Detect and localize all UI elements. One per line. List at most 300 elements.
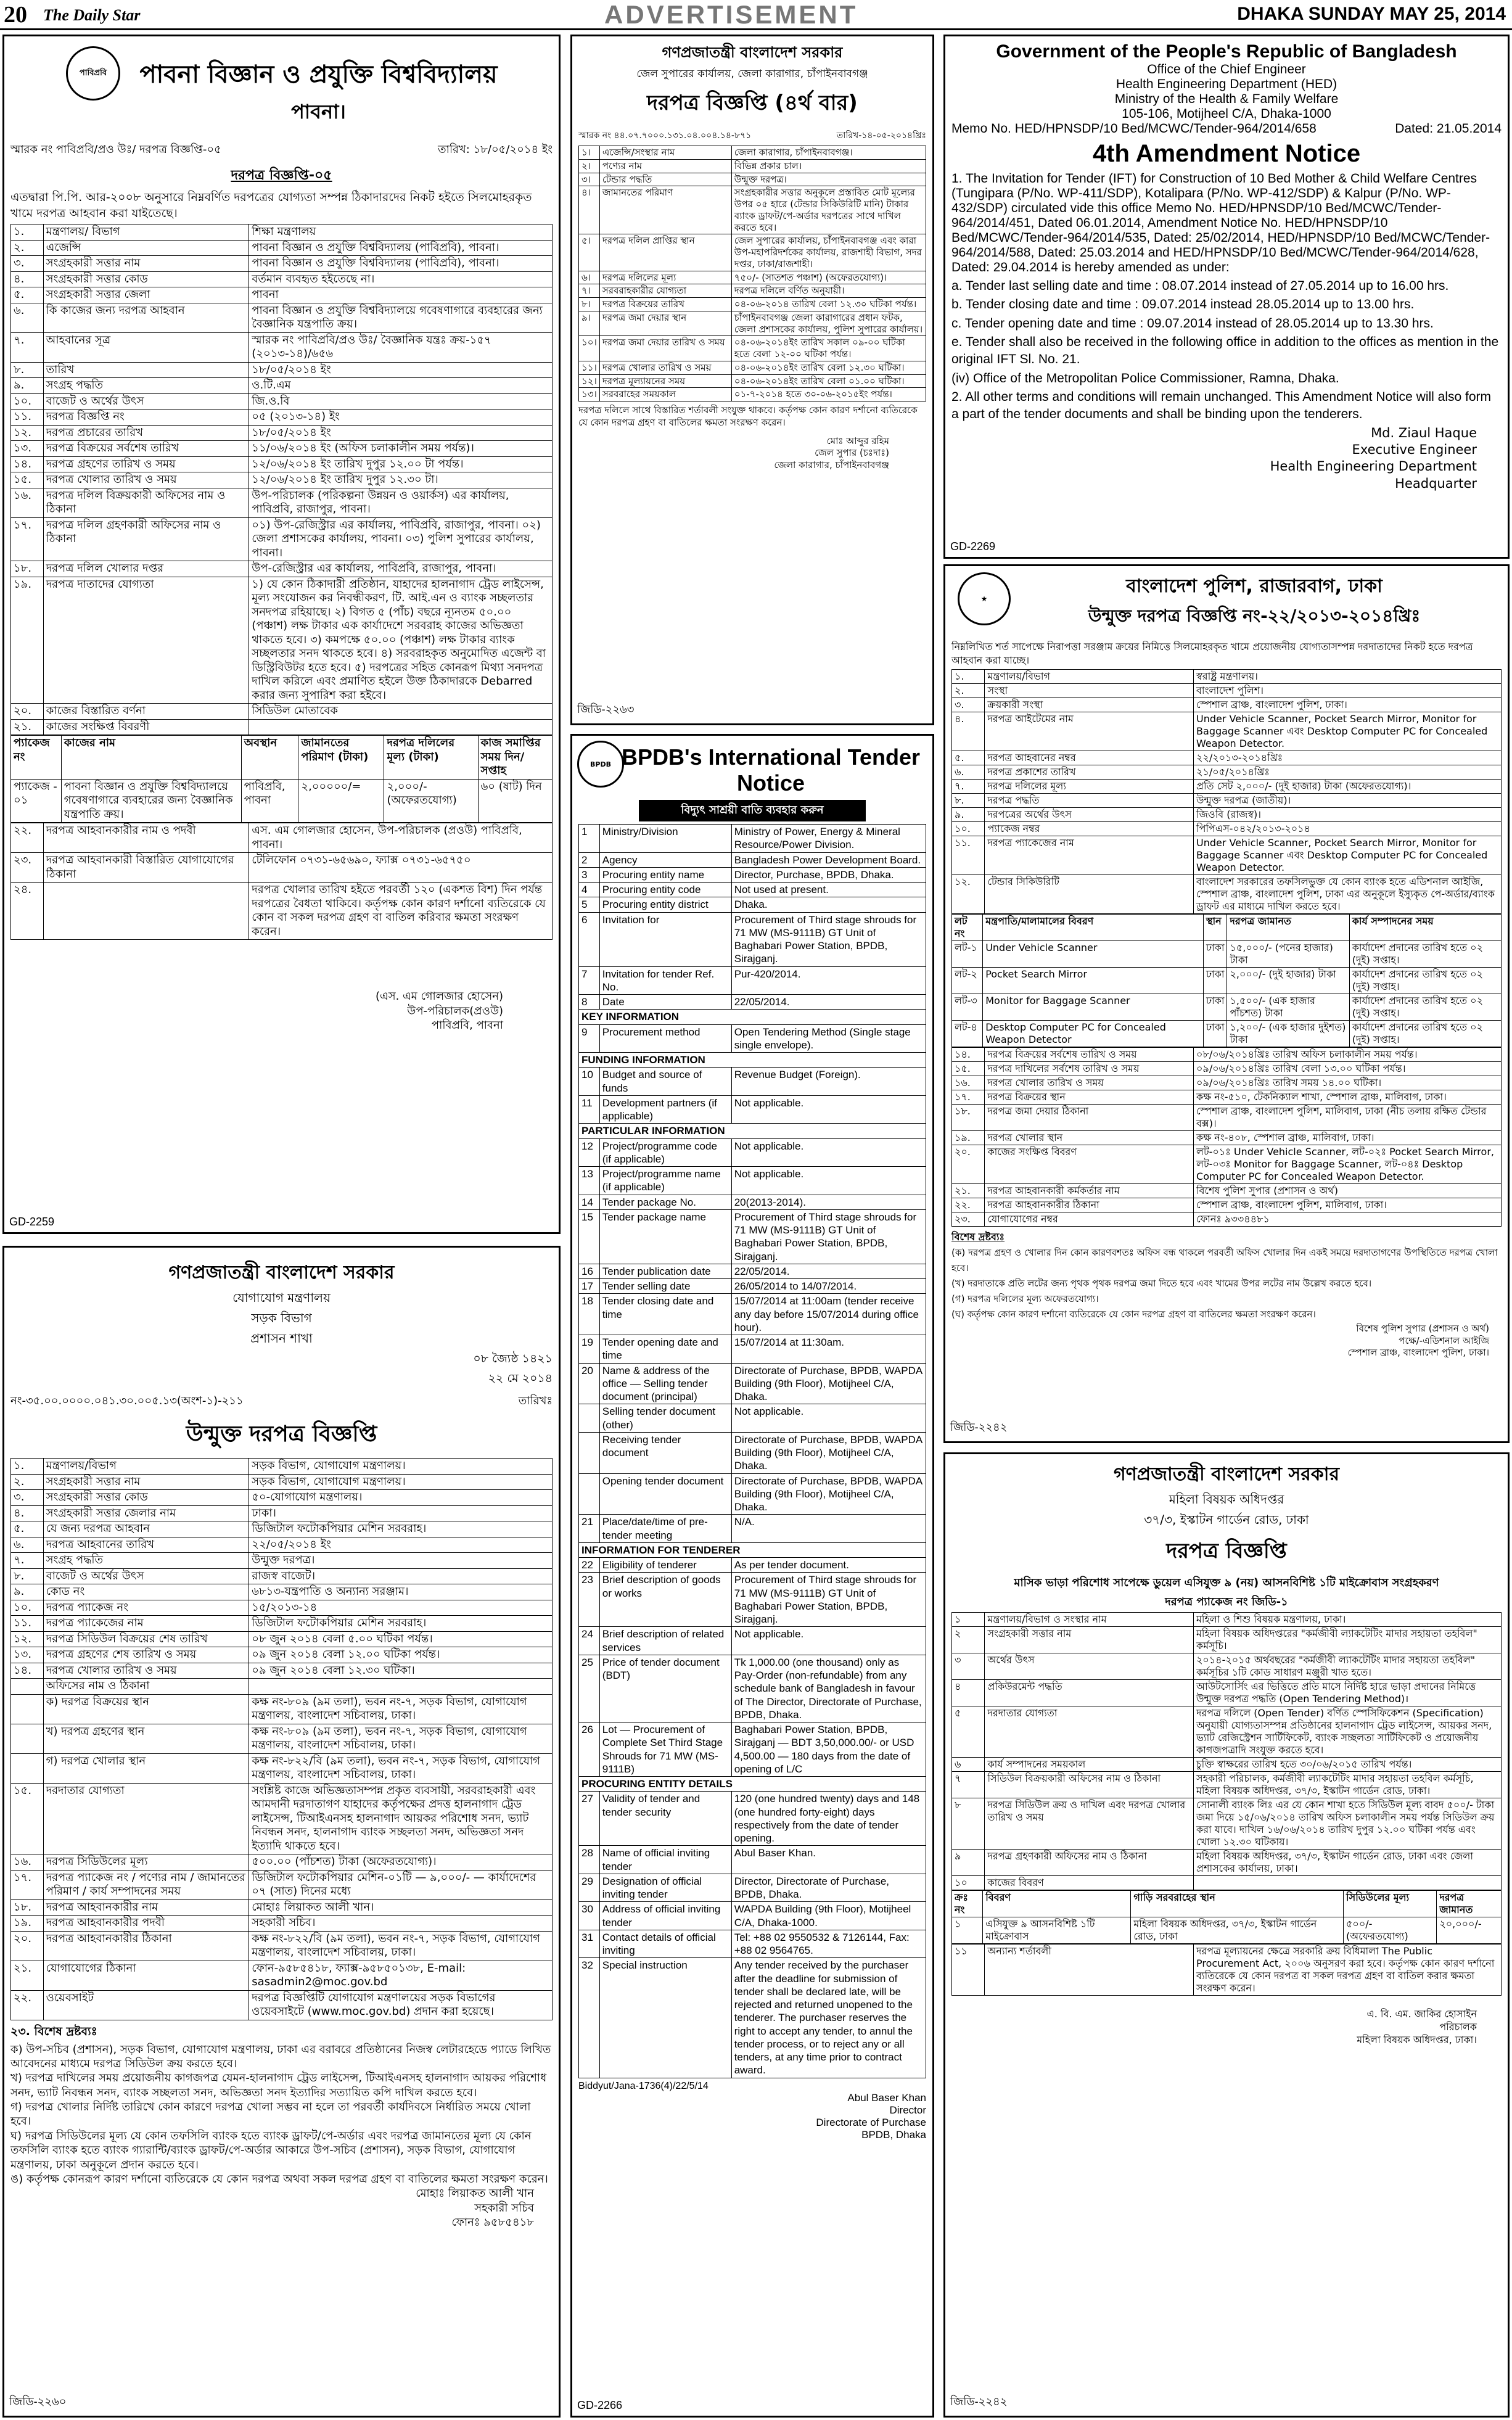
table-row bbox=[579, 361, 926, 374]
table-row bbox=[952, 1131, 1502, 1145]
table-cell: দরপত্র প্যাকেজ নং bbox=[43, 1600, 249, 1616]
table-cell: দরদাতার যোগ্যতা bbox=[985, 1706, 1194, 1758]
special-notes bbox=[10, 2043, 553, 2187]
table-cell: ১. bbox=[952, 670, 985, 684]
table-row bbox=[11, 488, 553, 517]
table-cell: এজেন্সি bbox=[43, 240, 249, 256]
memo-number: নং-৩৫.০০.০০০০.০৪১.৩০.০০৫.১৩(অংশ-১)-২১১ bbox=[10, 1394, 244, 1407]
table-cell: Price of tender document (BDT) bbox=[599, 1655, 731, 1722]
ad-bpdb bbox=[570, 734, 934, 2418]
text-line: Md. Ziaul Haque bbox=[1371, 425, 1477, 440]
table-cell: ২২/০৫/২০১৪ ইং bbox=[249, 1537, 553, 1553]
text-line: উপ-পরিচালক(প্রওউ) bbox=[407, 1004, 503, 1018]
notice-table bbox=[951, 1612, 1502, 1890]
table-cell: Procurement of Third stage shrouds for 71 MW (MS-9111B) GT Unit of Baghabari Power Station, BPDB, Sirajganj. bbox=[731, 1209, 926, 1264]
table-row bbox=[952, 941, 1502, 968]
table-cell: ২০. bbox=[11, 704, 44, 720]
table-cell: ১৩. bbox=[11, 441, 44, 457]
table-cell: ৫০০.০০ (পাঁচশত) টাকা (অফেরতযোগ্য)। bbox=[249, 1854, 553, 1871]
table-cell: দরপত্র আইটেমের নাম bbox=[985, 712, 1194, 751]
table-cell: Pocket Search Mirror bbox=[983, 968, 1204, 994]
table-cell: ১২/০৬/২০১৪ ইং তারিখ দুপুর ১২.৩০ টা। bbox=[249, 472, 553, 488]
table-cell: Tender selling date bbox=[599, 1279, 731, 1294]
table-cell: Brief description of goods or works bbox=[599, 1573, 731, 1627]
table-cell: ১৫. bbox=[11, 472, 44, 488]
table-cell: প্যাকেজ - ০১ bbox=[11, 779, 62, 823]
table-cell: 5 bbox=[579, 897, 600, 912]
table-cell: ২১/০৫/২০১৪খ্রিঃ bbox=[1194, 765, 1502, 780]
table-row bbox=[952, 1758, 1502, 1772]
memo-number: স্মারক নং পাবিপ্রবি/প্রও উঃ/ দরপত্র বিজ্ঞপ্তি-০৫ bbox=[10, 143, 221, 156]
table-cell: সড়ক বিভাগ, যোগাযোগ মন্ত্রণালয়। bbox=[249, 1459, 553, 1475]
table-cell: সিডিউল মোতাবেক bbox=[249, 704, 553, 720]
table-cell: দরপত্র সিডিউলের মূল্য bbox=[43, 1854, 249, 1871]
table-row bbox=[579, 1024, 926, 1053]
section-title: ADVERTISEMENT bbox=[604, 0, 858, 29]
table-cell: ১,২০০/- (এক হাজার দুইশত) টাকা bbox=[1227, 1021, 1349, 1047]
table-cell: লট-২ bbox=[952, 968, 983, 994]
table-cell: স্বরাষ্ট্র মন্ত্রণালয়। bbox=[1194, 670, 1502, 684]
energy-slogan: বিদ্যুৎ সাশ্রয়ী বাতি ব্যবহার করুন bbox=[639, 800, 866, 821]
text-line: বিশেষ পুলিশ সুপার (প্রশাসন ও অর্থ) bbox=[1356, 1323, 1489, 1335]
ad-government: গণপ্রজাতন্ত্রী বাংলাদেশ সরকার bbox=[662, 44, 843, 61]
table-row bbox=[11, 779, 553, 823]
table-cell: দরপত্র প্রকাশের তারিখ bbox=[985, 765, 1194, 780]
table-cell: ৫ bbox=[952, 1706, 985, 1758]
ad-government: গণপ্রজাতন্ত্রী বাংলাদেশ সরকার bbox=[1114, 1463, 1339, 1485]
signature-block bbox=[951, 1323, 1502, 1359]
table-cell: কার্যাদেশ প্রদানের তারিখ হতে ০২ (দুই) সপ্তাহ। bbox=[1349, 994, 1501, 1021]
table-cell: Procuring entity code bbox=[599, 883, 731, 897]
table-row bbox=[11, 1616, 553, 1632]
table-cell: মোহাঃ লিয়াকত আলী খান। bbox=[249, 1899, 553, 1916]
table-cell: Lot — Procurement of Complete Set Third Stage Shrouds for 71 MW (MS-9111B) bbox=[599, 1722, 731, 1777]
table-row bbox=[579, 1655, 926, 1722]
table-cell: Development partners (if applicable) bbox=[599, 1095, 731, 1124]
table-row bbox=[579, 1792, 926, 1846]
table-cell: সংগ্রহকারী সত্তার জেলা bbox=[43, 287, 249, 303]
table-row bbox=[579, 388, 926, 401]
table-cell: ১৫/২০১৩-১৪ bbox=[249, 1600, 553, 1616]
text-line: (iv) Office of the Metropolitan Police Commissioner, Ramna, Dhaka. bbox=[951, 371, 1339, 385]
table-row bbox=[11, 472, 553, 488]
masthead bbox=[0, 0, 1512, 30]
table-cell: As per tender document. bbox=[731, 1558, 926, 1573]
table-row bbox=[579, 966, 926, 995]
text-line: e. Tender shall also be received in the following office in addition to the offices as mention in the original IFT Sl. No. 21. bbox=[951, 335, 1499, 367]
table-cell: 22/05/2014. bbox=[731, 995, 926, 1010]
table-cell: দরপত্র মূল্যায়নের ক্ষেত্রে সরকারি ক্রয় বিধিমালা The Public Procurement Act, ২০০৬ অনুসরণ করা হবে। কর্তৃপক্ষ কোন কারণ দর্শানো ব্যতিরেকে যে কোন দরপত্র বা সকল দরপত্র গ্রহণ বা বাতিল করার ক্ষমতা সংরক্ষণ করেন। bbox=[1194, 1945, 1502, 1996]
table-cell: স্পেশাল ব্রাঞ্চ, বাংলাদেশ পুলিশ, মালিবাগ, ঢাকা। bbox=[1194, 1198, 1502, 1212]
table-cell: এজেন্সি/সংস্থার নাম bbox=[599, 146, 731, 160]
text-line: ঙ) কর্তৃপক্ষ কোনরূপ কারণ দর্শানো ব্যতিরেকে যে কোন দরপত্র অথবা সকল দরপত্র গ্রহণ বা বাতিলের ক্ষমতা সংরক্ষণ করেন। bbox=[10, 2173, 548, 2186]
table-cell: জামানতের পরিমাণ (টাকা) bbox=[298, 736, 384, 780]
table-cell: Tender package name bbox=[599, 1209, 731, 1264]
ad-government: Government of the People's Republic of Bangladesh bbox=[996, 41, 1457, 62]
table-row bbox=[11, 1631, 553, 1647]
table-row bbox=[579, 146, 926, 160]
text-line: Health Engineering Department bbox=[1270, 459, 1477, 474]
table-cell: বিভিন্ন প্রকার চাল। bbox=[731, 159, 926, 173]
table-cell: ২. bbox=[952, 684, 985, 698]
table-cell: পাবিপ্রবি, পাবনা bbox=[241, 779, 298, 823]
table-cell: বিবরণ bbox=[983, 1891, 1131, 1917]
table-cell: Name & address of the office — Selling tender document (principal) bbox=[599, 1363, 731, 1404]
table-cell: ১ bbox=[952, 1613, 985, 1627]
gd-code: জিডি-২২৬৩ bbox=[577, 703, 635, 715]
table-cell: N/A. bbox=[731, 1515, 926, 1543]
table-cell: সংগ্রহকারী সত্তার নাম bbox=[43, 256, 249, 272]
memo-date-label: তারিখঃ bbox=[518, 1394, 553, 1407]
table-cell: দরপত্র খোলার স্থান bbox=[985, 1131, 1194, 1145]
table-row bbox=[579, 159, 926, 173]
table-cell: Validity of tender and tender security bbox=[599, 1792, 731, 1846]
ad-subtitle: পাবনা। bbox=[291, 100, 346, 123]
table-cell: কাজের সংক্ষিপ্ত বিবরণ bbox=[985, 1145, 1194, 1184]
table-cell: বাংলাদেশ সরকারের তফসিলভুক্ত যে কোন ব্যাংক হতে এডিশনাল আইজি, স্পেশাল ব্রাঞ্চ, বাংলাদেশ পুলিশ, ঢাকা এর অনুকূলে ইস্যুকৃত পে-অর্ডার/ব্যাংক ড্রাফট এর মাধ্যমে দাখিল করতে হবে। bbox=[1194, 875, 1502, 914]
table-cell: ১৮. bbox=[11, 1899, 44, 1916]
table-row bbox=[11, 1899, 553, 1916]
text-line: Directorate of Purchase bbox=[816, 2116, 926, 2128]
text-line: Ministry of the Health & Family Welfare bbox=[1114, 92, 1339, 106]
table-row bbox=[579, 1010, 926, 1024]
table-cell: দরপত্র বিক্রয়ের তারিখ bbox=[599, 298, 731, 311]
table-row bbox=[579, 1095, 926, 1124]
table-cell: 21 bbox=[579, 1515, 600, 1543]
table-cell: দরপত্র আহবানকারীর ঠিকানা bbox=[985, 1198, 1194, 1212]
table-cell: চুক্তি স্বাক্ষরের তারিখ হতে ৩০/০৬/২০১৫ তারিখ পর্যন্ত। bbox=[1194, 1758, 1502, 1772]
table-row bbox=[952, 1184, 1502, 1198]
table-cell: অফিসের নাম ও ঠিকানা bbox=[43, 1679, 249, 1695]
table-cell: ৮. bbox=[952, 794, 985, 808]
table-cell: যোগাযোগের নম্বর bbox=[985, 1212, 1194, 1227]
ad-address: ৩৭/৩, ইস্কাটন গার্ডেন রোড, ঢাকা bbox=[1144, 1512, 1309, 1527]
table-row bbox=[11, 853, 553, 883]
table-row bbox=[11, 1724, 553, 1753]
table-cell: ৯। bbox=[579, 311, 600, 336]
table-cell: কি কাজের জন্য দরপত্র আহবান bbox=[43, 303, 249, 332]
package-table bbox=[10, 735, 553, 823]
table-cell: ঢাকা bbox=[1203, 941, 1227, 968]
intro-text: এতদ্বারা পি.পি. আর-২০০৮ অনুসারে নিম্নবর্ণিত দরপত্রের যোগ্যতা সম্পন্ন ঠিকাদারদের নিকট হইতে সিলমোহরকৃত খামে দরপত্র আহবান করা যাইতেছে। bbox=[10, 191, 532, 220]
table-cell: Pur-420/2014. bbox=[731, 966, 926, 995]
table-row bbox=[952, 808, 1502, 822]
table-cell: ৯ bbox=[952, 1850, 985, 1876]
ad-pust bbox=[2, 35, 561, 1234]
table-cell: ১২. bbox=[11, 425, 44, 441]
ad-roads bbox=[2, 1246, 561, 2418]
table-row bbox=[579, 1363, 926, 1404]
table-cell: লট নং bbox=[952, 915, 983, 941]
text-line: Headquarter bbox=[1395, 475, 1477, 491]
table-cell: Receiving tender document bbox=[599, 1432, 731, 1473]
table-row bbox=[11, 332, 553, 362]
table-cell: ১৬. bbox=[952, 1076, 985, 1090]
table-cell: কাজ সমাপ্তির সময় দিন/সপ্তাহ bbox=[478, 736, 552, 780]
table-cell: দরপত্র গ্রহণের তারিখ ও সময় bbox=[43, 456, 249, 472]
table-cell: ৪. bbox=[952, 712, 985, 751]
table-row bbox=[952, 1627, 1502, 1653]
table-cell: PROCURING ENTITY DETAILS bbox=[579, 1777, 926, 1792]
table-cell: Eligibility of tenderer bbox=[599, 1558, 731, 1573]
table-cell: কাজের বিবরণ bbox=[985, 1876, 1194, 1890]
table-cell: ৪ bbox=[952, 1680, 985, 1706]
table-cell: কার্যাদেশ প্রদানের তারিখ হতে ০২ (দুই) সপ্তাহ। bbox=[1349, 941, 1501, 968]
table-row bbox=[11, 303, 553, 332]
text-line: Executive Engineer bbox=[1352, 442, 1477, 458]
table-row bbox=[952, 1048, 1502, 1062]
text-line: গ) দরপত্র খোলার নির্দিষ্ট তারিখে কোন কারণে দরপত্র খোলা সম্ভব না হলে তা পরবর্তী কার্যদিবসে নির্ধারিত সময়ে খোলা হবে। bbox=[10, 2101, 531, 2128]
table-row bbox=[579, 995, 926, 1010]
table-cell: 13 bbox=[579, 1167, 600, 1195]
table-cell: ২২/২০১৩-২০১৪খ্রিঃ bbox=[1194, 751, 1502, 765]
bpdb-logo: BPDB bbox=[577, 741, 624, 788]
table-cell: Procurement of Third stage shrouds for 71 MW (MS-9111B) GT Unit of Baghabari Power Station, BPDB, Sirajganj. bbox=[731, 912, 926, 966]
gd-code: জিডি-২২৬০ bbox=[9, 2395, 67, 2408]
table-cell: চাঁপাইনবাবগঞ্জ জেলা কারাগারের প্রধান ফটক, জেলা প্রশাসকের কার্যালয়, পুলিশ সুপারের কার্যালয়। bbox=[731, 311, 926, 336]
text-line: ঘ) দরপত্র সিডিউলের মূল্য যে কোন তফসিলি ব্যাংক হতে ব্যাংক ড্রাফট/পে-অর্ডার এবং দরপত্র জামানতের মূল্য যে কোন তফসিলি ব্যাংক হতে ব্যাংক গ্যারান্টি/ব্যাংক ড্রাফট/পে-অর্ডার আকারে উপ-সচিব (প্রশাসন), সড়ক বিভাগ, যোগাযোগ মন্ত্রণালয়, ঢাকা অনুকূলে প্রদান করতে হবে। bbox=[10, 2129, 532, 2171]
table-cell: ৭৫০/- (সাতশত পঞ্চাশ) (অফেরতযোগ্য)। bbox=[731, 271, 926, 284]
table-cell: Budget and source of funds bbox=[599, 1068, 731, 1096]
table-cell: সংস্থা bbox=[985, 684, 1194, 698]
table-row bbox=[11, 378, 553, 394]
table-cell: পাবনা বিজ্ঞান ও প্রযুক্তি বিশ্ববিদ্যালয় (পাবিপ্রবি), পাবনা। bbox=[249, 256, 553, 272]
table-cell: দরপত্র সিডিউল বিক্রয়ের শেষ তারিখ bbox=[43, 1631, 249, 1647]
table-cell: ১৯. bbox=[11, 577, 44, 704]
table-cell: Ministry of Power, Energy & Mineral Resource/Power Division. bbox=[731, 825, 926, 853]
table-cell: Ministry/Division bbox=[599, 825, 731, 853]
gd-code: জিডি-২২৪২ bbox=[950, 2395, 1008, 2408]
table-cell: 11 bbox=[579, 1095, 600, 1124]
table-cell: 22 bbox=[579, 1558, 600, 1573]
table-cell: Director, Purchase, BPDB, Dhaka. bbox=[731, 867, 926, 882]
table-row bbox=[579, 1515, 926, 1543]
table-cell bbox=[43, 883, 249, 940]
table-cell: Procurement of Third stage shrouds for 71 MW (MS-9111B) GT Unit of Baghabari Power Station, BPDB, Sirajganj. bbox=[731, 1573, 926, 1627]
table-cell: জি.ও.বি bbox=[249, 393, 553, 410]
table-row bbox=[579, 883, 926, 897]
table-cell: Tender publication date bbox=[599, 1264, 731, 1278]
notice-tail-table bbox=[951, 1047, 1502, 1227]
table-row bbox=[11, 1931, 553, 1961]
table-row bbox=[11, 823, 553, 853]
table-cell: সংগ্রহকারী সত্তার কোড bbox=[43, 1490, 249, 1506]
table-cell: ৬। bbox=[579, 271, 600, 284]
table-row bbox=[11, 1474, 553, 1490]
table-cell: ২২. bbox=[952, 1198, 985, 1212]
table-cell: দরপত্র আহবানকারীর নাম bbox=[43, 1899, 249, 1916]
table-cell: ১১. bbox=[952, 836, 985, 875]
table-cell: Monitor for Baggage Scanner bbox=[983, 994, 1204, 1021]
table-cell: দরপত্র দলিলে বর্ণিত অনুযায়ী। bbox=[731, 284, 926, 298]
table-cell: Not applicable. bbox=[731, 1138, 926, 1167]
table-cell: সড়ক বিভাগ, যোগাযোগ মন্ত্রণালয়। bbox=[249, 1474, 553, 1490]
table-cell: লট-১ bbox=[952, 941, 983, 968]
table-row bbox=[579, 1777, 926, 1792]
table-row bbox=[579, 1958, 926, 2078]
table-cell: WAPDA Building (9th Floor), Motijheel C/A, Dhaka-1000. bbox=[731, 1902, 926, 1930]
ad-title: পাবনা বিজ্ঞান ও প্রযুক্তি বিশ্ববিদ্যালয় bbox=[139, 60, 498, 89]
table-cell: পণ্যের নাম bbox=[599, 159, 731, 173]
table-cell: দরপত্র জমা দেয়ার তারিখ ও সময় bbox=[599, 336, 731, 361]
table-cell: 17 bbox=[579, 1279, 600, 1294]
office-lines bbox=[951, 62, 1502, 121]
table-cell: স্পেশাল ব্রাঞ্চ, বাংলাদেশ পুলিশ, মালিবাগ, ঢাকা (নীচ তলায় রক্ষিত টেন্ডার বক্স)। bbox=[1194, 1105, 1502, 1131]
table-row bbox=[11, 1584, 553, 1600]
table-cell: 25 bbox=[579, 1655, 600, 1722]
table-cell: দরপত্র আহবানকারীর পদবী bbox=[43, 1916, 249, 1932]
table-cell: সোনালী ব্যাংক লিঃ এর যে কোন শাখা হতে সিডিউল মূল্য বাবদ ৫০০/- টাকা জমা দিয়ে ১৫/০৬/২০১৪ তারিখ অফিস চলাকালীন সময় পর্যন্ত সিডিউল ক্রয় করা যাবে। দাখিল ১৬/০৬/২০১৪ তারিখ দুপুর ১২.০০ ঘটিকা পর্যন্ত এবং খোলা ১২.৩০ ঘটিকায়। bbox=[1194, 1798, 1502, 1850]
table-cell: জেলা কারাগার, চাঁপাইনবাবগঞ্জ। bbox=[731, 146, 926, 160]
table-cell: ৮ bbox=[952, 1798, 985, 1850]
table-cell: ৮. bbox=[11, 362, 44, 378]
table-cell: কার্য সম্পাদনের সময় bbox=[1349, 915, 1501, 941]
table-cell: ০৫ (২০১৩-১৪) ইং bbox=[249, 410, 553, 426]
table-row bbox=[11, 1505, 553, 1521]
table-row bbox=[579, 912, 926, 966]
intro-text: নিম্নলিখিত শর্ত সাপেক্ষে নিরাপত্তা সরঞ্জাম ক্রয়ের নিমিত্তে সিলমোহরকৃত খামে প্রয়োজনীয় যোগ্যতাসম্পন্ন দরদাতাদের নিকট হতে দরপত্র আহবান করা যাচ্ছে। bbox=[951, 641, 1473, 666]
table-cell: ৪. bbox=[11, 271, 44, 287]
table-cell: ডিজিটাল ফটোকপিয়ার মেশিন-০১টি — ৯,০০০/- — কার্যাদেশের ০৭ (সাত) দিনের মধ্যে bbox=[249, 1870, 553, 1899]
table-cell: ফোনঃ ৯৩৩৪৪৮১ bbox=[1194, 1212, 1502, 1227]
table-row bbox=[579, 1335, 926, 1364]
table-cell: ৬৮১৩-যন্ত্রপাতি ও অন্যান্য সরঞ্জাম। bbox=[249, 1584, 553, 1600]
issue-date: DHAKA SUNDAY MAY 25, 2014 bbox=[1237, 4, 1506, 24]
gd-code: GD-2266 bbox=[577, 2399, 623, 2411]
table-cell: দরপত্র খোলার তারিখ ও সময় bbox=[43, 472, 249, 488]
table-cell: ২. bbox=[11, 1474, 44, 1490]
text-line: জেল সুপার (চঃদাঃ) bbox=[815, 447, 889, 458]
table-row bbox=[11, 1568, 553, 1584]
table-row bbox=[579, 311, 926, 336]
table-cell: দরপত্র আহবানের তারিখ bbox=[43, 1537, 249, 1553]
table-row bbox=[952, 994, 1502, 1021]
table-cell: পিপিএস-০৪২/২০১৩-২০১৪ bbox=[1194, 822, 1502, 836]
table-cell: কক্ষ নং-৮২২/বি (৯ম তলা), ভবন নং-৭, সড়ক বিভাগ, যোগাযোগ মন্ত্রণালয়, বাংলাদেশ সচিবালয়, ঢাকা। bbox=[249, 1931, 553, 1961]
table-row bbox=[579, 1473, 926, 1515]
table-cell: ১৬. bbox=[11, 488, 44, 517]
table-cell: ডিজিটাল ফটোকপিয়ার মেশিন সরবরাহ। bbox=[249, 1521, 553, 1537]
table-cell: 15 bbox=[579, 1209, 600, 1264]
table-cell: উন্মুক্ত দরপত্র (জাতীয়)। bbox=[1194, 794, 1502, 808]
table-cell: কাজের সংক্ষিপ্ত বিবরণী bbox=[43, 719, 249, 735]
table-cell: সংশ্লিষ্ট কাজে অভিজ্ঞতাসম্পন্ন প্রকৃত ব্যবসায়ী, সরবরাহকারী এবং আমদানী দরদাতাগণ যাহাদের কর্তৃপক্ষের প্রদত্ত হালনাগাদ ট্রেড লাইসেন্স, টিআইএনসহ হালনাগাদ আয়কর পরিশোধ সনদ, ভ্যাট নিবন্ধন সনদ, হালনাগাদ ব্যাংক সচ্ছলতা সনদ, অভিজ্ঞতা সনদ ইত্যাদি থাকতে হবে। bbox=[249, 1783, 553, 1854]
text-line: এ. বি. এম. জাকির হোসাইন bbox=[1366, 2008, 1477, 2020]
table-cell: কক্ষ নং-৪০৮, স্পেশাল ব্রাঞ্চ, মালিবাগ, ঢাকা। bbox=[1194, 1131, 1502, 1145]
table-cell: ২। bbox=[579, 159, 600, 173]
table-row bbox=[11, 517, 553, 561]
table-cell: ৮. bbox=[11, 1568, 44, 1584]
table-cell: ১৫. bbox=[11, 1783, 44, 1854]
table-cell: Project/programme code (if applicable) bbox=[599, 1138, 731, 1167]
table-row bbox=[11, 883, 553, 940]
table-row bbox=[11, 425, 553, 441]
table-row bbox=[952, 1212, 1502, 1227]
table-cell: গ) দরপত্র খোলার স্থান bbox=[43, 1753, 249, 1783]
table-row bbox=[11, 362, 553, 378]
table-cell: ক্রয়কারী সংস্থা bbox=[985, 698, 1194, 712]
table-cell bbox=[579, 1404, 600, 1433]
table-cell: সংগ্রহকারী সত্তার কোড bbox=[43, 271, 249, 287]
table-row bbox=[952, 780, 1502, 794]
table-row bbox=[952, 1850, 1502, 1876]
table-cell: দরপত্র দলিল প্রাপ্তির স্থান bbox=[599, 234, 731, 271]
table-cell: 6 bbox=[579, 912, 600, 966]
table-cell: Bangladesh Power Development Board. bbox=[731, 852, 926, 867]
table-cell: ২১. bbox=[11, 719, 44, 735]
table-row bbox=[11, 1854, 553, 1871]
paper-name: The Daily Star bbox=[43, 6, 141, 24]
table-cell: সংগ্রহকারী সত্তার নাম bbox=[985, 1627, 1194, 1653]
text-line: Abul Baser Khan bbox=[847, 2091, 926, 2104]
table-cell: 32 bbox=[579, 1958, 600, 2078]
table-cell: টেন্ডার পদ্ধতি bbox=[599, 173, 731, 186]
table-cell: 20 bbox=[579, 1363, 600, 1404]
table-cell: ১০. bbox=[952, 822, 985, 836]
table-row bbox=[952, 1945, 1502, 1996]
table-row bbox=[579, 173, 926, 186]
notice-tail-table bbox=[10, 823, 553, 940]
table-row bbox=[952, 712, 1502, 751]
table-cell: 31 bbox=[579, 1930, 600, 1958]
lot-table bbox=[951, 914, 1502, 1047]
table-cell: কক্ষ নং-৮২২/বি (৯ম তলা), ভবন নং-৭, সড়ক বিভাগ, যোগাযোগ মন্ত্রণালয়, বাংলাদেশ সচিবালয়, ঢাকা। bbox=[249, 1753, 553, 1783]
table-header-row bbox=[952, 915, 1502, 941]
table-cell: ২. bbox=[11, 240, 44, 256]
table-cell: Dhaka. bbox=[731, 897, 926, 912]
table-cell: ১৯. bbox=[952, 1131, 985, 1145]
table-cell: ০৪-০৬-২০১৪ইং তারিখ বেলা ০১.০০ ঘটিকা। bbox=[731, 374, 926, 388]
table-row bbox=[11, 441, 553, 457]
table-row bbox=[952, 1917, 1502, 1944]
table-cell: Tel: +88 02 9550532 & 7126144, Fax: +88 02 9564765. bbox=[731, 1930, 926, 1958]
table-cell: দরপত্র খোলার তারিখ ও সময় bbox=[985, 1076, 1194, 1090]
table-cell: ঢাকা bbox=[1203, 994, 1227, 1021]
table-row bbox=[579, 284, 926, 298]
table-cell: 4 bbox=[579, 883, 600, 897]
table-cell: Revenue Budget (Foreign). bbox=[731, 1068, 926, 1096]
table-cell: ওয়েবসাইট bbox=[43, 1990, 249, 2020]
table-cell: ১. bbox=[11, 224, 44, 241]
table-cell: ৭. bbox=[11, 332, 44, 362]
table-cell: কাজের বিস্তারিত বর্ণনা bbox=[43, 704, 249, 720]
tender-table bbox=[578, 824, 926, 2078]
table-cell: Under Vehicle Scanner, Pocket Search Mirror, Monitor for Baggage Scanner এবং Desktop Computer PC for Concealed Weapon Detector. bbox=[1194, 712, 1502, 751]
table-row bbox=[952, 875, 1502, 914]
table-cell: ৩. bbox=[11, 256, 44, 272]
table-cell: ১। bbox=[579, 146, 600, 160]
table-cell: ০৯ জুন ২০১৪ বেলা ১২.৩০ ঘটিকা। bbox=[249, 1663, 553, 1679]
table-cell: মন্ত্রণালয়/বিভাগ bbox=[43, 1459, 249, 1475]
table-cell: দরপত্র সিডিউল ক্রয় ও দাখিল এবং দরপত্র খোলার তারিখ ও সময় bbox=[985, 1798, 1194, 1850]
table-cell: ৬. bbox=[11, 303, 44, 332]
table-row bbox=[952, 1706, 1502, 1758]
table-row bbox=[11, 1679, 553, 1695]
ad-title: BPDB's International Tender Notice bbox=[622, 744, 920, 796]
date-english: ২২ মে ২০১৪ bbox=[488, 1372, 553, 1385]
table-cell: সিডিউলের মূল্য bbox=[1344, 1891, 1437, 1917]
table-cell: 16 bbox=[579, 1264, 600, 1278]
table-row bbox=[11, 1600, 553, 1616]
table-row bbox=[11, 456, 553, 472]
table-cell: ২৪. bbox=[11, 883, 44, 940]
table-cell: স্পেশাল ব্রাঞ্চ, বাংলাদেশ পুলিশ, ঢাকা। bbox=[1194, 698, 1502, 712]
table-row bbox=[579, 186, 926, 234]
table-cell: Tender package No. bbox=[599, 1195, 731, 1209]
table-cell: ১৮/০৫/২০১৪ ইং bbox=[249, 425, 553, 441]
table-cell: ৪. bbox=[11, 1505, 44, 1521]
text-line: Office of the Chief Engineer bbox=[1147, 62, 1306, 76]
